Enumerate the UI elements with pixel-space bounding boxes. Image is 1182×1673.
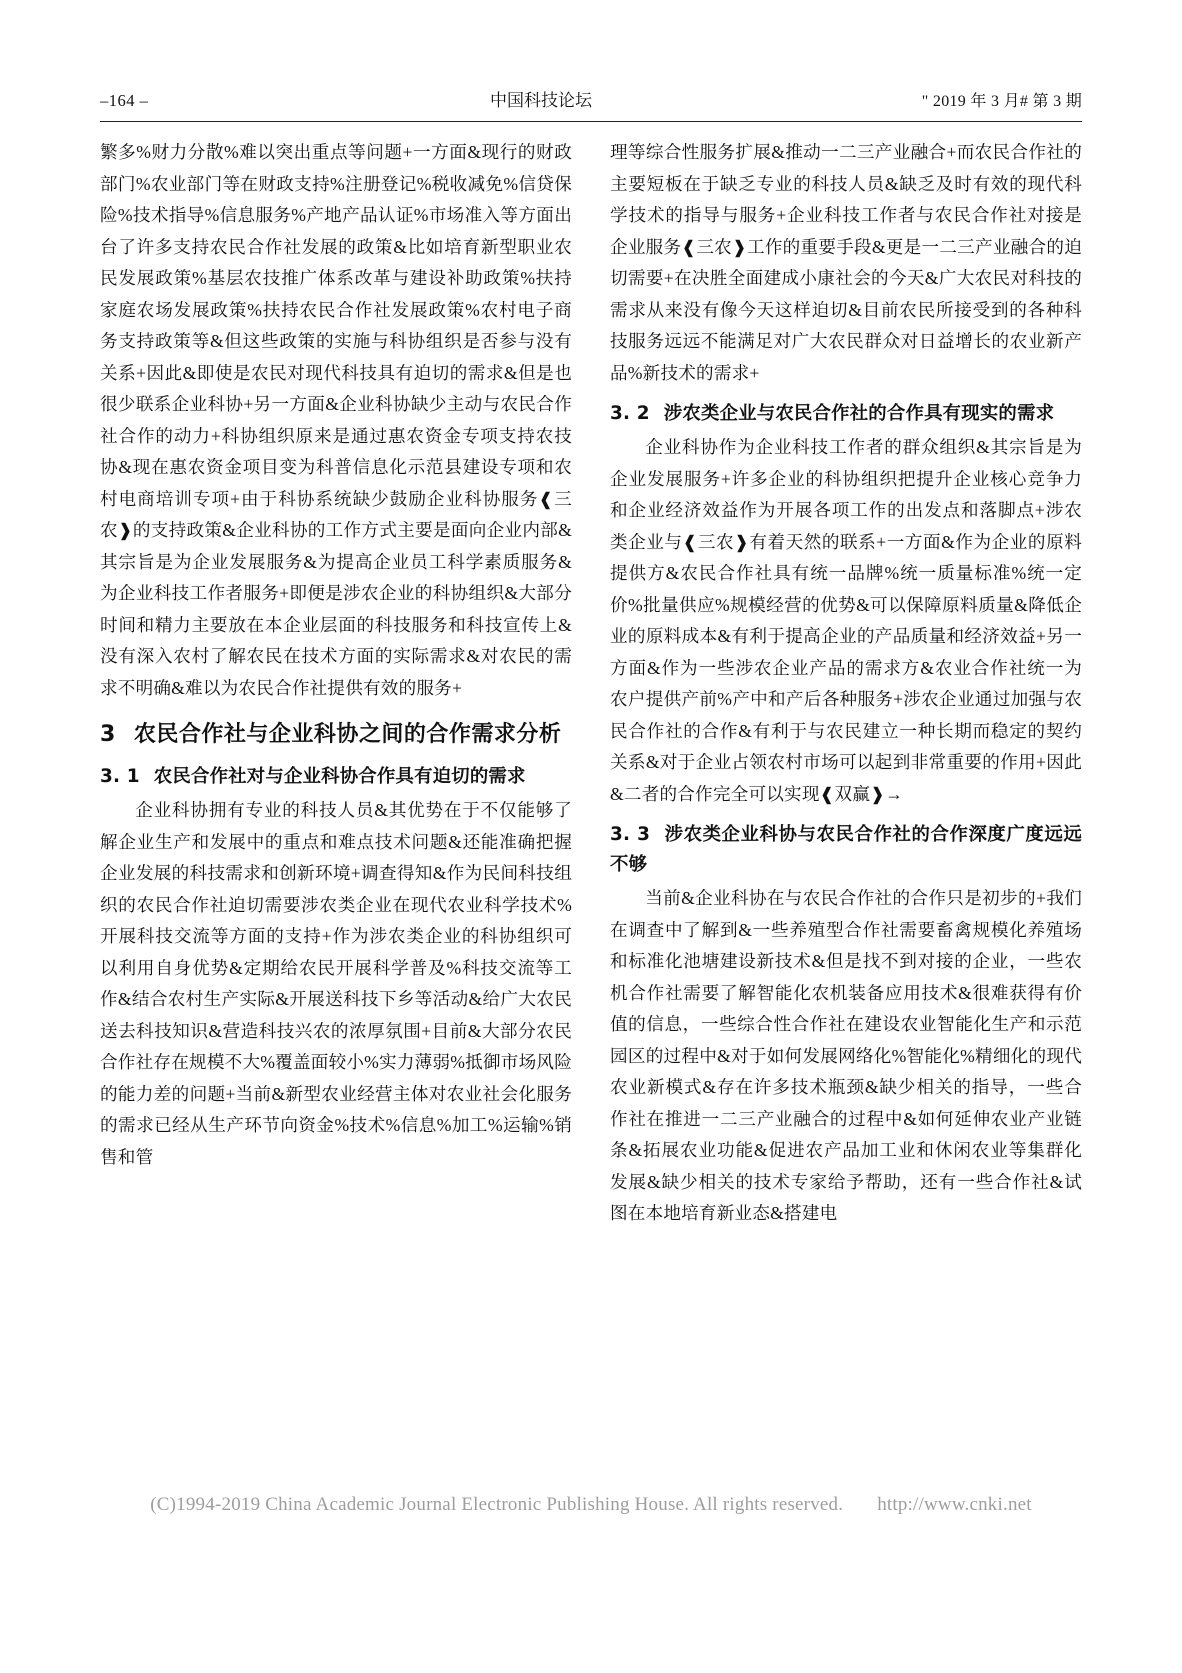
header-issue-info: " 2019 年 3 月# 第 3 期 xyxy=(921,93,1082,110)
subsection-number-3-1: 3. 1 xyxy=(100,766,140,787)
subsection-number-3-3: 3. 3 xyxy=(610,824,651,845)
subsection-title-3-3: 涉农类企业科协与农民合作社的合作深度广度远远不够 xyxy=(610,824,1082,875)
paragraph-continuation-right: 理等综合性服务扩展&推动一二三产业融合+而农民合作社的主要短板在于缺乏专业的科技人员&缺乏及时有效的现代科学技术的指导与服务+企业科技工作者与农民合作社对接是企业服务❰三农❱工作的重要手段&更是一二三产业融合的迫切需要+在决胜全面建成小康社会的今天&广大农民对科技的需求从来没有像今天这样迫切&目前农民所接受到的各种科技服务远远不能满足对广大农民群众对日益增长的农业新产品%新技术的需求+ xyxy=(610,142,1082,383)
section-title-3: 农民合作社与企业科协之间的合作需求分析 xyxy=(133,722,562,747)
subsection-title-3-2: 涉农类企业与农民合作社的合作具有现实的需求 xyxy=(663,403,1055,424)
subsection-heading-3-1 xyxy=(100,762,572,792)
subsection-number-3-2: 3. 2 xyxy=(610,403,650,424)
footer-url[interactable]: http://www.cnki.net xyxy=(877,1494,1032,1515)
paragraph-3-3-body: 当前&企业科协在与农民合作社的合作只是初步的+我们在调查中了解到&一些养殖型合作社需要畜禽规模化养殖场和标准化池塘建设新技术&但是找不到对接的企业，一些农机合作社需要了解智能化农机装备应用技术&很难获得有价值的信息，一些综合性合作社在建设农业智能化生产和示范园区的过程中&对于如何发展网络化%智能化%精细化的现代农业新模式&存在许多技术瓶颈&缺少相关的指导，一些合作社在推进一二三产业融合的过程中&如何延伸农业产业链条&拓展农业功能&促进农产品加工业和休闲农业等集群化发展&缺少相关的技术专家给予帮助，还有一些合作社&试图在本地培育新业态&搭建电 xyxy=(610,888,1082,1223)
section-heading-3 xyxy=(100,718,572,752)
paragraph-3-1-body: 企业科协拥有专业的科技人员&其优势在于不仅能够了解企业生产和发展中的重点和难点技术问题&还能准确把握企业发展的科技需求和创新环境+调查得知&作为民间科技组织的农民合作社迫切需要涉农类企业在现代农业科学技术%开展科技交流等方面的支持+作为涉农类企业的科协组织可以利用自身优势&定期给农民开展科学普及%科技交流等工作&结合农村生产实际&开展送科技下乡等活动&给广大农民送去科技知识&营造科技兴农的浓厚氛围+目前&大部分农民合作社存在规模不大%覆盖面较小%实力薄弱%抵御市场风险的能力差的问题+当前&新型农业经营主体对农业社会化服务的需求已经从生产环节向资金%技术%信息%加工%运输%销售和管 xyxy=(100,800,572,1167)
left-column xyxy=(100,137,572,1427)
page-footer xyxy=(0,1494,1182,1516)
subsection-heading-3-2 xyxy=(610,399,1082,429)
paragraph-3-2-body: 企业科协作为企业科技工作者的群众组织&其宗旨是为企业发展服务+许多企业的科协组织把提升企业核心竞争力和企业经济效益作为开展各项工作的出发点和落脚点+涉农类企业与❰三农❱有着天然的联系+一方面&作为企业的原料提供方&农民合作社具有统一品牌%统一质量标准%统一定价%批量供应%规模经营的优势&可以保障原料质量&降低企业的原料成本&有利于提高企业的产品质量和经济效益+另一方面&作为一些涉农企业产品的需求方&农业合作社统一为农户提供产前%产中和产后各种服务+涉农企业通过加强与农民合作社的合作&有利于与农民建立一种长期而稳定的契约关系&对于企业占领农村市场可以起到非常重要的作用+因此&二者的合作完全可以实现❰双赢❱→ xyxy=(610,437,1082,804)
header-journal-title: 中国科技论坛 xyxy=(490,91,592,111)
paragraph-continuation: 繁多%财力分散%难以突出重点等问题+一方面&现行的财政部门%农业部门等在财政支持%注册登记%税收减免%信贷保险%技术指导%信息服务%产地产品认证%市场准入等方面出台了许多支持农民合作社发展的政策&比如培育新型职业农民发展政策%基层农技推广体系改革与建设补助政策%扶持家庭农场发展政策%扶持农民合作社发展政策%农村电子商务支持政策等&但这些政策的实施与科协组织是否参与没有关系+因此&即使是农民对现代科技具有迫切的需求&但是也很少联系企业科协+另一方面&企业科协缺少主动与农民合作社合作的动力+科协组织原来是通过惠农资金专项支持农技协&现在惠农资金项目变为科普信息化示范县建设专项和农村电商培训专项+由于科协系统缺少鼓励企业科协服务❰三农❱的支持政策&企业科协的工作方式主要是面向企业内部&其宗旨是为企业发展服务&为提高企业员工科学素质服务&为企业科技工作者服务+即便是涉农企业的科协组织&大部分时间和精力主要放在本企业层面的科技服务和科技宣传上&没有深入农村了解农民在技术方面的实际需求&对农民的需求不明确&难以为农民合作社提供有效的服务+ xyxy=(100,142,572,698)
section-number-3: 3 xyxy=(100,722,116,747)
header-divider xyxy=(100,121,1082,122)
right-column xyxy=(610,137,1082,1427)
subsection-heading-3-3 xyxy=(610,820,1082,880)
subsection-title-3-1: 农民合作社对与企业科协合作具有迫切的需求 xyxy=(153,766,526,787)
body-columns xyxy=(100,137,1082,1427)
page-header xyxy=(100,86,1082,120)
header-page-number: –164 – xyxy=(100,91,149,110)
footer-copyright: (C)1994-2019 China Academic Journal Electronic Publishing House. All rights reserved. xyxy=(150,1494,844,1515)
